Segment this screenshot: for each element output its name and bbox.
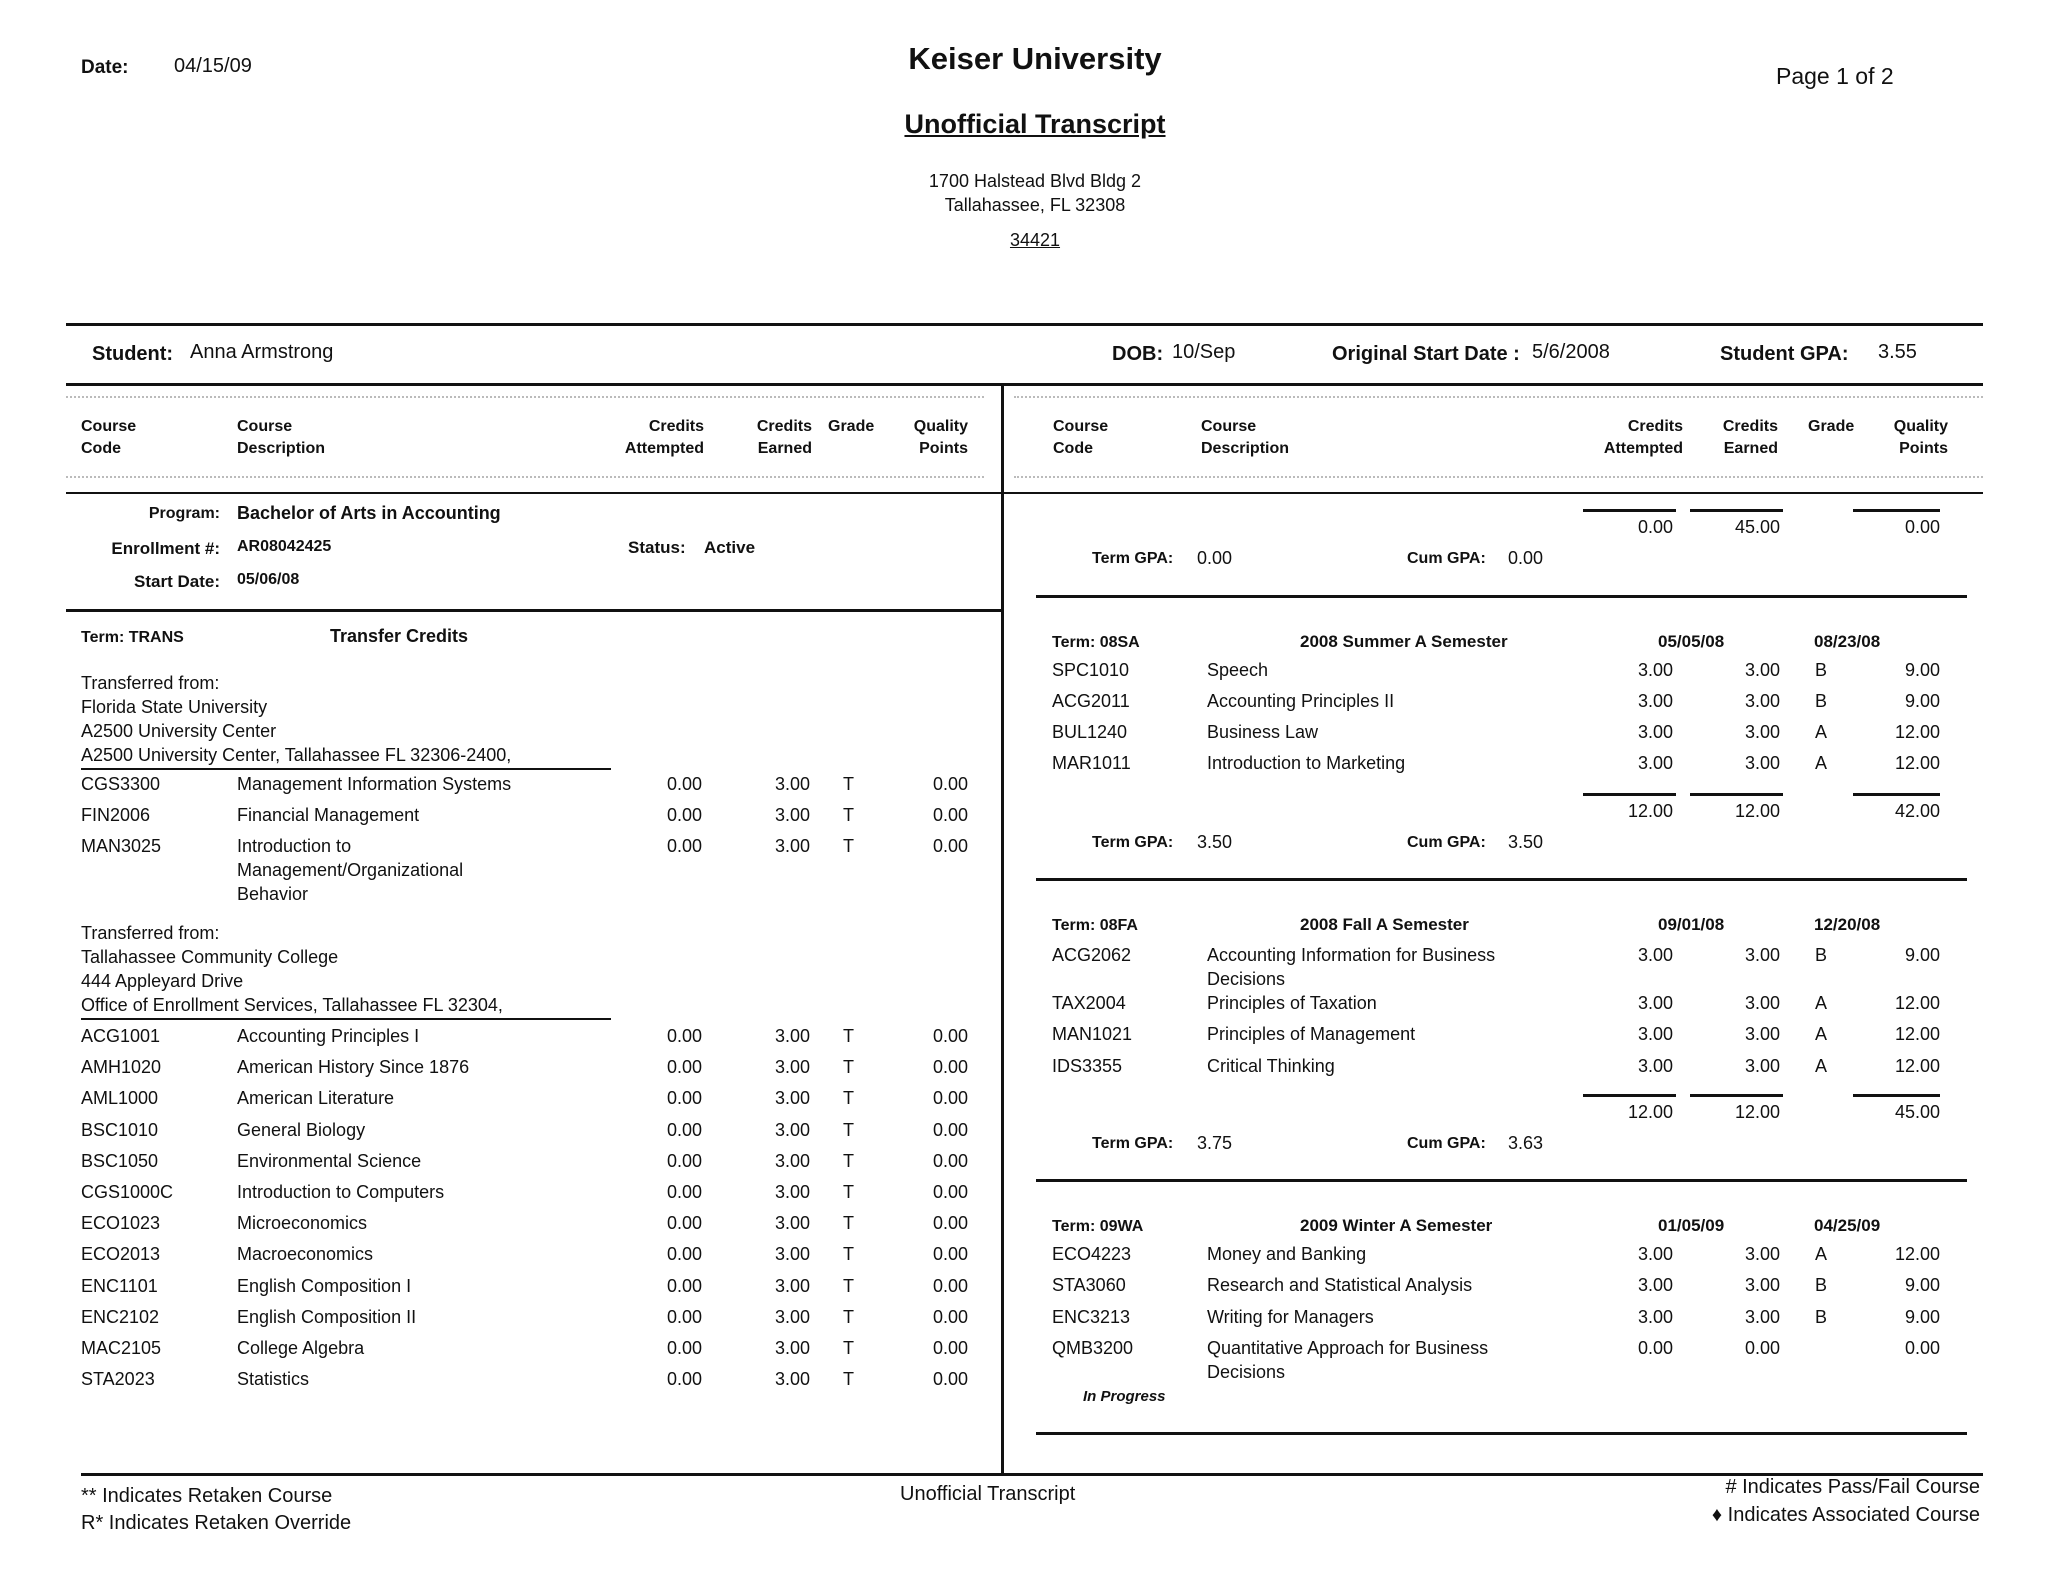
course-code: CGS1000C [81, 1182, 174, 1202]
col-quality-points: Quality Points [913, 418, 968, 457]
credits-attempted: 3.00 [1637, 660, 1673, 680]
credits-earned: 3.00 [1744, 993, 1780, 1013]
course-code: ECO2013 [81, 1244, 161, 1265]
credits-attempted: 0.00 [666, 1057, 702, 1078]
column-divider [1001, 383, 1004, 1475]
credits-earned: 3.00 [774, 1088, 810, 1109]
transfer-from-1-address-full: A2500 University Center, Tallahassee FL 32306-2400, [81, 745, 512, 765]
address-line-2: Tallahassee, FL 32308 [944, 195, 1126, 215]
course-code: MAC2105 [81, 1338, 162, 1358]
grade: A [1815, 1024, 1828, 1044]
enrollment-label: Enrollment #: [111, 539, 220, 558]
grade: T [843, 1244, 854, 1265]
course-code: QMB3200 [1052, 1338, 1134, 1358]
credits-earned: 3.00 [774, 805, 810, 825]
course-description-line-2: Management/Organizational [237, 860, 464, 880]
grade: T [843, 1182, 854, 1202]
transfer-total-quality-points: 0.00 [1904, 517, 1940, 537]
university-name: Keiser University [908, 41, 1162, 76]
credits-attempted: 0.00 [1637, 1338, 1673, 1358]
col-course-description: Course Description [237, 418, 326, 457]
quality-points: 0.00 [932, 1026, 968, 1046]
quality-points: 9.00 [1904, 691, 1940, 711]
transfer-from-1-rule [81, 768, 611, 770]
credits-attempted: 3.00 [1637, 1024, 1673, 1044]
quality-points: 9.00 [1904, 945, 1940, 965]
quality-points: 12.00 [1894, 722, 1940, 742]
credits-earned: 3.00 [1744, 1024, 1780, 1044]
credits-attempted: 3.00 [1637, 945, 1673, 965]
total-rule [1583, 1094, 1676, 1097]
dotted-rule [1014, 476, 1983, 478]
course-code: BSC1010 [81, 1119, 159, 1140]
transfer-from-2-address: 444 Appleyard Drive [81, 971, 244, 991]
course-description: Environmental Science [237, 1150, 422, 1171]
course-description: Statistics [237, 1369, 310, 1390]
course-description: Principles of Management [1207, 1024, 1416, 1044]
quality-points: 0.00 [1904, 1338, 1940, 1358]
quality-points: 9.00 [1904, 1275, 1940, 1295]
credits-attempted: 0.00 [666, 1119, 702, 1140]
cum-gpa-label: Cum GPA: [1407, 1135, 1486, 1152]
grade: T [843, 1369, 854, 1390]
enrollment-value: AR08042425 [237, 538, 332, 555]
credits-earned: 3.00 [774, 1306, 810, 1327]
course-description: Microeconomics [237, 1213, 368, 1234]
course-description: Writing for Managers [1207, 1307, 1374, 1327]
date-value: 04/15/09 [174, 55, 252, 77]
transfer-from-2-rule [81, 1018, 611, 1020]
col-grade-right: Grade [1808, 418, 1855, 435]
term-rule [1036, 1432, 1967, 1435]
associated-note: ♦ Indicates Associated Course [1711, 1504, 1980, 1526]
grade: A [1815, 753, 1828, 773]
credits-attempted: 3.00 [1637, 993, 1673, 1013]
transfer-from-1-school: Florida State University [81, 697, 268, 717]
grade: T [843, 1088, 854, 1109]
cum-gpa-value: 3.50 [1508, 832, 1544, 852]
quality-points: 0.00 [932, 836, 968, 856]
credits-attempted: 0.00 [666, 1306, 702, 1327]
term-total-attempted: 12.00 [1627, 801, 1673, 821]
quality-points: 12.00 [1894, 993, 1940, 1013]
transfer-from-1-label: Transferred from: [81, 673, 220, 693]
term-code: Term: 09WA [1052, 1218, 1144, 1235]
term-start-date: 05/05/08 [1658, 632, 1725, 651]
grade: T [843, 1306, 854, 1327]
term-name: 2008 Fall A Semester [1300, 915, 1469, 934]
grade: A [1815, 1056, 1828, 1076]
transfer-from-1-address: A2500 University Center [81, 721, 277, 741]
program-rule [66, 609, 1002, 612]
course-code: TAX2004 [1052, 993, 1126, 1013]
quality-points: 0.00 [932, 1244, 968, 1265]
credits-attempted: 3.00 [1637, 722, 1673, 742]
grade: T [843, 1026, 854, 1046]
header-rule-left [66, 492, 1002, 494]
term-total-attempted: 12.00 [1627, 1102, 1673, 1122]
grade: T [843, 1119, 854, 1140]
credits-earned: 3.00 [1744, 1244, 1780, 1264]
course-code: STA3060 [1052, 1275, 1126, 1295]
term-code: Term: 08SA [1052, 634, 1140, 651]
course-code: AMH1020 [81, 1057, 162, 1078]
term-gpa-value: 3.50 [1197, 832, 1233, 852]
course-description-line-1: Accounting Information for Business [1207, 945, 1496, 965]
student-gpa-label: Student GPA: [1720, 343, 1849, 365]
grade: A [1815, 1244, 1828, 1264]
quality-points: 12.00 [1894, 1024, 1940, 1044]
col-course-description-right: Course Description [1201, 418, 1290, 457]
course-code: ACG1001 [81, 1026, 161, 1046]
transfer-from-2-label: Transferred from: [81, 923, 220, 943]
course-code: CGS3300 [81, 774, 161, 794]
term-gpa-value: 3.75 [1197, 1133, 1233, 1153]
term-start-date: 01/05/09 [1658, 1216, 1725, 1235]
term-gpa-label: Term GPA: [1092, 834, 1174, 851]
credits-earned: 3.00 [774, 836, 810, 856]
grade: T [843, 774, 854, 794]
quality-points: 9.00 [1904, 1307, 1940, 1327]
credits-earned: 3.00 [774, 1150, 810, 1171]
credits-earned: 3.00 [774, 1275, 810, 1296]
grade: T [843, 836, 854, 856]
course-description: Macroeconomics [237, 1244, 374, 1265]
course-description: Introduction to Marketing [1207, 753, 1406, 773]
credits-earned: 3.00 [774, 1057, 810, 1078]
course-code: ACG2062 [1052, 945, 1132, 965]
quality-points: 0.00 [932, 805, 968, 825]
course-description: Money and Banking [1207, 1244, 1367, 1264]
student-bar-rule [66, 383, 1983, 386]
quality-points: 9.00 [1904, 660, 1940, 680]
course-description: Principles of Taxation [1207, 993, 1377, 1013]
transfer-from-2-address-full: Office of Enrollment Services, Tallahassee FL 32304, [81, 995, 503, 1015]
term-gpa-label: Term GPA: [1092, 1135, 1174, 1152]
col-course-code: Course Code [81, 418, 137, 457]
term-code: Term: 08FA [1052, 917, 1138, 934]
quality-points: 0.00 [932, 1213, 968, 1234]
term-total-earned: 12.00 [1734, 1102, 1780, 1122]
credits-earned: 3.00 [1744, 691, 1780, 711]
total-rule [1853, 1094, 1940, 1097]
term-rule [1036, 1179, 1967, 1182]
course-description: General Biology [237, 1119, 366, 1140]
credits-earned: 3.00 [1744, 1056, 1780, 1076]
course-code: SPC1010 [1052, 660, 1130, 680]
course-description-line-2: Decisions [1207, 969, 1286, 989]
term-rule [1036, 595, 1967, 598]
credits-earned: 3.00 [774, 1338, 810, 1358]
course-code: MAN1021 [1052, 1024, 1133, 1044]
credits-earned: 3.00 [1744, 753, 1780, 773]
start-date-value: 05/06/08 [237, 571, 300, 588]
transfer-from-2-school: Tallahassee Community College [81, 947, 339, 967]
credits-attempted: 3.00 [1637, 1275, 1673, 1295]
term-total-quality-points: 42.00 [1894, 801, 1940, 821]
term-end-date: 04/25/09 [1814, 1216, 1881, 1235]
grade: T [843, 1057, 854, 1078]
course-description: College Algebra [237, 1338, 365, 1358]
course-description-line-1: Quantitative Approach for Business [1207, 1338, 1489, 1358]
credits-attempted: 0.00 [666, 805, 702, 825]
footer-title: Unofficial Transcript [900, 1483, 1076, 1505]
course-code: ENC3213 [1052, 1307, 1131, 1327]
credits-earned: 3.00 [1744, 722, 1780, 742]
course-description: Speech [1207, 660, 1269, 680]
course-description: Accounting Principles I [237, 1026, 420, 1046]
term-start-date: 09/01/08 [1658, 915, 1725, 934]
credits-attempted: 0.00 [666, 1026, 702, 1046]
transfer-title: Transfer Credits [330, 626, 469, 646]
grade: B [1815, 1307, 1828, 1327]
credits-attempted: 0.00 [666, 1150, 702, 1171]
course-code: ENC2102 [81, 1306, 160, 1327]
grade: A [1815, 722, 1828, 742]
credits-earned: 3.00 [1744, 1275, 1780, 1295]
course-code: ECO4223 [1052, 1244, 1132, 1264]
credits-attempted: 0.00 [666, 1369, 702, 1390]
col-quality-points-right: Quality Points [1893, 418, 1948, 457]
term-name: 2008 Summer A Semester [1300, 632, 1508, 651]
page-number: Page 1 of 2 [1776, 63, 1894, 89]
course-code: ENC1101 [81, 1275, 158, 1296]
cum-gpa-value: 3.63 [1508, 1133, 1544, 1153]
course-code: MAN3025 [81, 836, 162, 856]
status-label: Status: [628, 538, 686, 557]
dotted-rule [1014, 396, 1983, 398]
cum-gpa-label: Cum GPA: [1407, 550, 1486, 567]
transfer-total-attempted: 0.00 [1637, 517, 1673, 537]
course-code: BUL1240 [1052, 722, 1128, 742]
course-description-line-1: Introduction to [237, 836, 352, 856]
course-description: American Literature [237, 1088, 395, 1109]
credits-earned: 3.00 [774, 1213, 810, 1234]
total-rule [1853, 509, 1940, 512]
credits-attempted: 3.00 [1637, 691, 1673, 711]
quality-points: 0.00 [932, 1306, 968, 1327]
credits-earned: 3.00 [774, 1119, 810, 1140]
total-rule [1690, 793, 1783, 796]
grade: B [1815, 691, 1828, 711]
course-code: BSC1050 [81, 1150, 159, 1171]
date-label: Date: [81, 57, 129, 78]
document-title: Unofficial Transcript [904, 109, 1166, 139]
credits-earned: 3.00 [774, 1244, 810, 1265]
grade: T [843, 805, 854, 825]
total-rule [1583, 793, 1676, 796]
quality-points: 0.00 [932, 1275, 968, 1296]
transfer-term-label: Term: TRANS [81, 629, 184, 646]
credits-attempted: 3.00 [1637, 1307, 1673, 1327]
dotted-rule [66, 476, 984, 478]
course-description: Business Law [1207, 722, 1319, 742]
quality-points: 12.00 [1894, 1056, 1940, 1076]
course-code: ECO1023 [81, 1213, 161, 1234]
quality-points: 0.00 [932, 1369, 968, 1390]
course-description: Critical Thinking [1207, 1056, 1335, 1076]
cum-gpa-value: 0.00 [1508, 548, 1544, 568]
course-description: Introduction to Computers [237, 1182, 445, 1202]
total-rule [1853, 793, 1940, 796]
term-gpa-label: Term GPA: [1092, 550, 1174, 567]
retaken-note: ** Indicates Retaken Course [81, 1485, 333, 1507]
col-credits-earned-right: Credits Earned [1722, 418, 1778, 457]
term-gpa-value: 0.00 [1197, 548, 1233, 568]
course-code: IDS3355 [1052, 1056, 1123, 1076]
status-value: Active [704, 538, 756, 557]
header-rule-right [1003, 492, 1983, 494]
cum-gpa-label: Cum GPA: [1407, 834, 1486, 851]
total-rule [1583, 509, 1676, 512]
course-code: ACG2011 [1052, 691, 1130, 711]
transfer-total-earned: 45.00 [1734, 517, 1780, 537]
campus-code: 34421 [1009, 230, 1061, 250]
term-rule [1036, 878, 1967, 881]
original-start-label: Original Start Date : [1332, 343, 1520, 365]
term-total-earned: 12.00 [1734, 801, 1780, 821]
col-credits-earned: Credits Earned [756, 418, 812, 457]
course-description: Accounting Principles II [1207, 691, 1395, 711]
address-line-1: 1700 Halstead Blvd Bldg 2 [928, 171, 1142, 191]
credits-attempted: 0.00 [666, 774, 702, 794]
total-rule [1690, 509, 1783, 512]
quality-points: 0.00 [932, 1057, 968, 1078]
credits-attempted: 0.00 [666, 1244, 702, 1265]
credits-attempted: 3.00 [1637, 1056, 1673, 1076]
grade: T [843, 1213, 854, 1234]
grade: T [843, 1150, 854, 1171]
col-grade: Grade [828, 418, 875, 435]
credits-earned: 3.00 [1744, 660, 1780, 680]
quality-points: 0.00 [932, 1088, 968, 1109]
grade: T [843, 1338, 854, 1358]
course-description: Research and Statistical Analysis [1207, 1275, 1473, 1295]
total-rule [1690, 1094, 1783, 1097]
quality-points: 0.00 [932, 1182, 968, 1202]
credits-earned: 3.00 [774, 1369, 810, 1390]
student-label: Student: [92, 343, 174, 365]
credits-earned: 3.00 [774, 774, 810, 794]
quality-points: 0.00 [932, 1150, 968, 1171]
course-description: Financial Management [237, 805, 420, 825]
in-progress-note: In Progress [1083, 1388, 1166, 1405]
credits-earned: 3.00 [774, 1026, 810, 1046]
col-credits-attempted-right: Credits Attempted [1603, 418, 1683, 457]
credits-attempted: 0.00 [666, 1338, 702, 1358]
quality-points: 12.00 [1894, 753, 1940, 773]
credits-earned: 0.00 [1744, 1338, 1780, 1358]
term-name: 2009 Winter A Semester [1300, 1216, 1493, 1235]
credits-earned: 3.00 [774, 1182, 810, 1202]
credits-earned: 3.00 [1744, 945, 1780, 965]
start-date-label: Start Date: [134, 572, 220, 591]
credits-attempted: 0.00 [666, 1275, 702, 1296]
original-start-value: 5/6/2008 [1532, 341, 1610, 363]
program-value: Bachelor of Arts in Accounting [237, 503, 501, 523]
grade: B [1815, 1275, 1828, 1295]
quality-points: 0.00 [932, 1119, 968, 1140]
course-description: English Composition II [237, 1306, 417, 1327]
credits-attempted: 0.00 [666, 1088, 702, 1109]
dob-label: DOB: [1112, 343, 1164, 365]
course-description-line-3: Behavior [237, 884, 309, 904]
override-note: R* Indicates Retaken Override [81, 1512, 352, 1534]
quality-points: 0.00 [932, 1338, 968, 1358]
dob-value: 10/Sep [1172, 341, 1236, 363]
col-course-code-right: Course Code [1053, 418, 1109, 457]
quality-points: 0.00 [932, 774, 968, 794]
course-description: Management Information Systems [237, 774, 512, 794]
term-end-date: 12/20/08 [1814, 915, 1881, 934]
col-credits-attempted: Credits Attempted [624, 418, 704, 457]
course-code: FIN2006 [81, 805, 151, 825]
student-gpa-value: 3.55 [1878, 341, 1917, 363]
program-label: Program: [148, 505, 220, 522]
course-description: American History Since 1876 [237, 1057, 470, 1078]
grade: B [1815, 660, 1828, 680]
credits-attempted: 0.00 [666, 836, 702, 856]
credits-attempted: 0.00 [666, 1213, 702, 1234]
grade: T [843, 1275, 854, 1296]
course-description-line-2: Decisions [1207, 1362, 1286, 1382]
course-description: English Composition I [237, 1275, 412, 1296]
course-code: STA2023 [81, 1369, 155, 1390]
student-name: Anna Armstrong [190, 341, 334, 363]
quality-points: 12.00 [1894, 1244, 1940, 1264]
grade: B [1815, 945, 1828, 965]
credits-attempted: 3.00 [1637, 753, 1673, 773]
course-code: MAR1011 [1052, 753, 1131, 773]
credits-attempted: 3.00 [1637, 1244, 1673, 1264]
dotted-rule [66, 396, 984, 398]
credits-earned: 3.00 [1744, 1307, 1780, 1327]
term-end-date: 08/23/08 [1814, 632, 1881, 651]
top-rule [66, 323, 1983, 326]
course-code: AML1000 [81, 1088, 159, 1109]
credits-attempted: 0.00 [666, 1182, 702, 1202]
pass-fail-note: # Indicates Pass/Fail Course [1725, 1476, 1980, 1498]
grade: A [1815, 993, 1828, 1013]
term-total-quality-points: 45.00 [1894, 1102, 1940, 1122]
